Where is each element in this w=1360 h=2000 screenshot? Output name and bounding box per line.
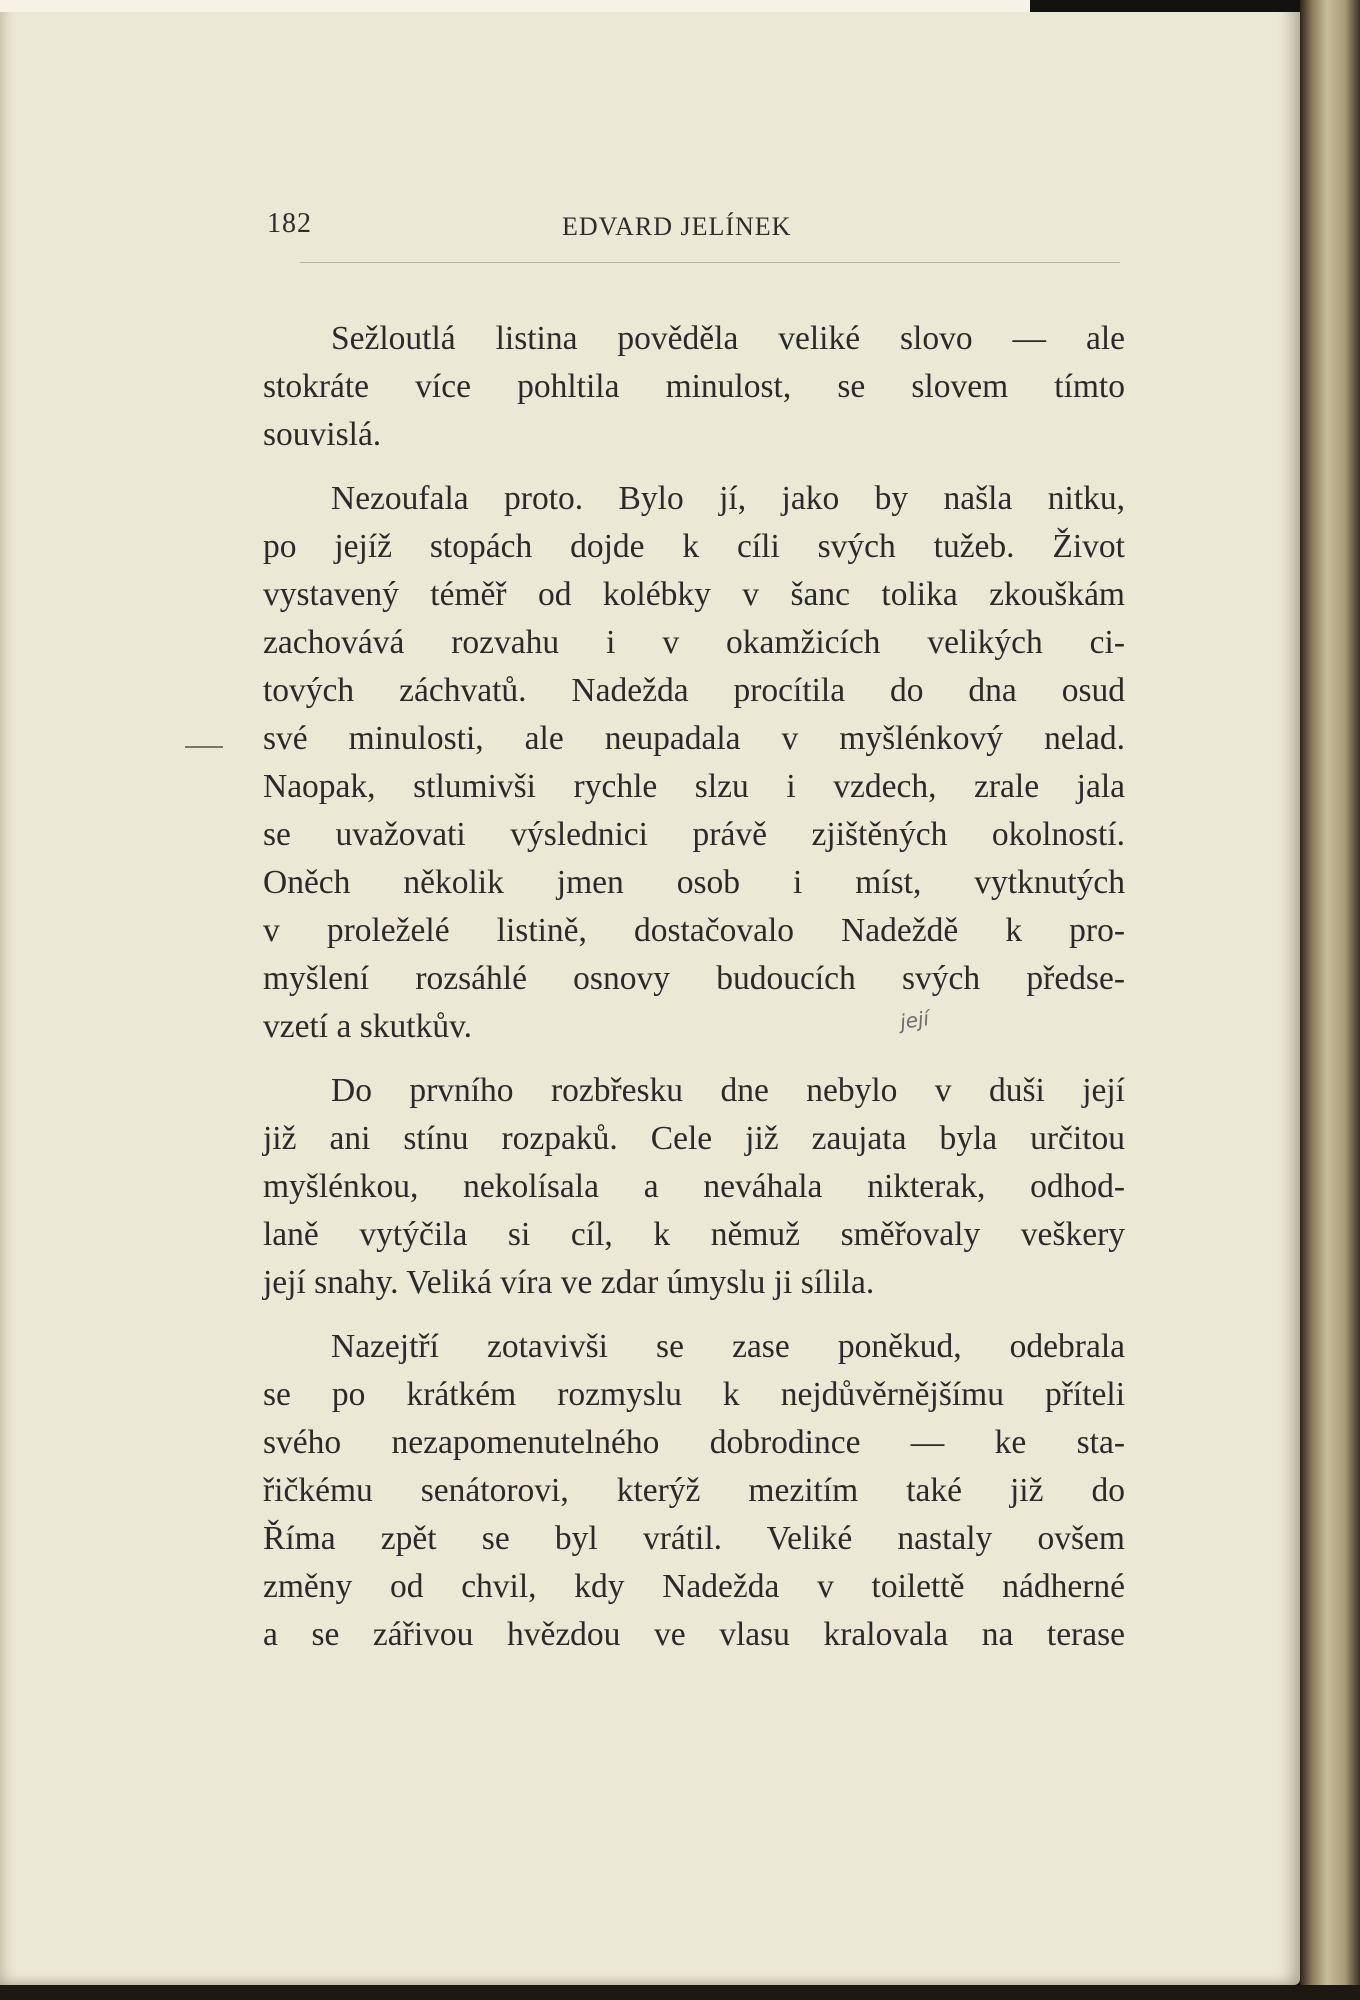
text-line: řičkému senátorovi, kterýž mezitím také již do: [263, 1472, 1125, 1509]
text-line: a se zářivou hvězdou ve vlasu kralovala na terase: [263, 1616, 1125, 1653]
text-line: Nezoufala proto. Bylo jí, jako by našla nitku,: [331, 480, 1125, 517]
paragraph-4: [263, 1323, 1125, 1659]
text-line: myšlení rozsáhlé osnovy budoucích svých předse-: [263, 960, 1125, 997]
margin-mark: [185, 746, 223, 748]
text-line: její snahy. Veliká víra ve zdar úmyslu ji sílila.: [263, 1264, 875, 1301]
text-line: se uvažovati výslednici právě zjištěných okolností.: [263, 816, 1125, 853]
book-spine-edge: [1300, 0, 1360, 2000]
text-line: laně vytýčila si cíl, k němuž směřovaly veškery: [263, 1216, 1125, 1253]
handwritten-annotation: její: [898, 1006, 931, 1034]
text-line: stokráte více pohltila minulost, se slovem tímto: [263, 368, 1125, 405]
header-rule: [300, 262, 1120, 263]
text-line: zachovává rozvahu i v okamžicích velikých ci-: [263, 624, 1125, 661]
body-text: [263, 315, 1125, 1675]
text-line: vzetí a skutkův.: [263, 1008, 473, 1045]
page-number: 182: [267, 208, 312, 239]
text-line: souvislá.: [263, 416, 382, 453]
text-line: své minulosti, ale neupadala v myšlénkový nelad.: [263, 720, 1125, 757]
text-line: změny od chvil, kdy Nadežda v toilettě nádherné: [263, 1568, 1125, 1605]
paragraph-3: [263, 1067, 1125, 1307]
paragraph-1: [263, 315, 1125, 459]
text-line: vystavený téměř od kolébky v šanc tolika zkouškám: [263, 576, 1125, 613]
text-line: v proleželé listině, dostačovalo Nadeždě k pro-: [263, 912, 1125, 949]
text-line: Nazejtří zotavivši se zase poněkud, odebrala: [331, 1328, 1125, 1365]
text-line: Sežloutlá listina pověděla veliké slovo — ale: [331, 320, 1125, 357]
text-line: Naopak, stlumivši rychle slzu i vzdech, zrale jala: [263, 768, 1125, 805]
scan-edge-bottom: [0, 1985, 1360, 2000]
text-line: svého nezapomenutelného dobrodince — ke sta-: [263, 1424, 1125, 1461]
text-line: Říma zpět se byl vrátil. Veliké nastaly ovšem: [263, 1520, 1125, 1557]
text-line: Do prvního rozbřesku dne nebylo v duši její: [331, 1072, 1125, 1109]
running-title: EDVARD JELÍNEK: [562, 212, 792, 241]
text-line: již ani stínu rozpaků. Cele již zaujata byla určitou: [263, 1120, 1125, 1157]
text-line: se po krátkém rozmyslu k nejdůvěrnějšímu příteli: [263, 1376, 1125, 1413]
paragraph-2: [263, 475, 1125, 1051]
text-line: Oněch několik jmen osob i míst, vytknutých: [263, 864, 1125, 901]
text-line: po jejíž stopách dojde k cíli svých tužeb. Život: [263, 528, 1125, 565]
text-line: myšlénkou, nekolísala a neváhala nikterak, odhod-: [263, 1168, 1125, 1205]
text-line: tových záchvatů. Nadežda procítila do dna osud: [263, 672, 1125, 709]
